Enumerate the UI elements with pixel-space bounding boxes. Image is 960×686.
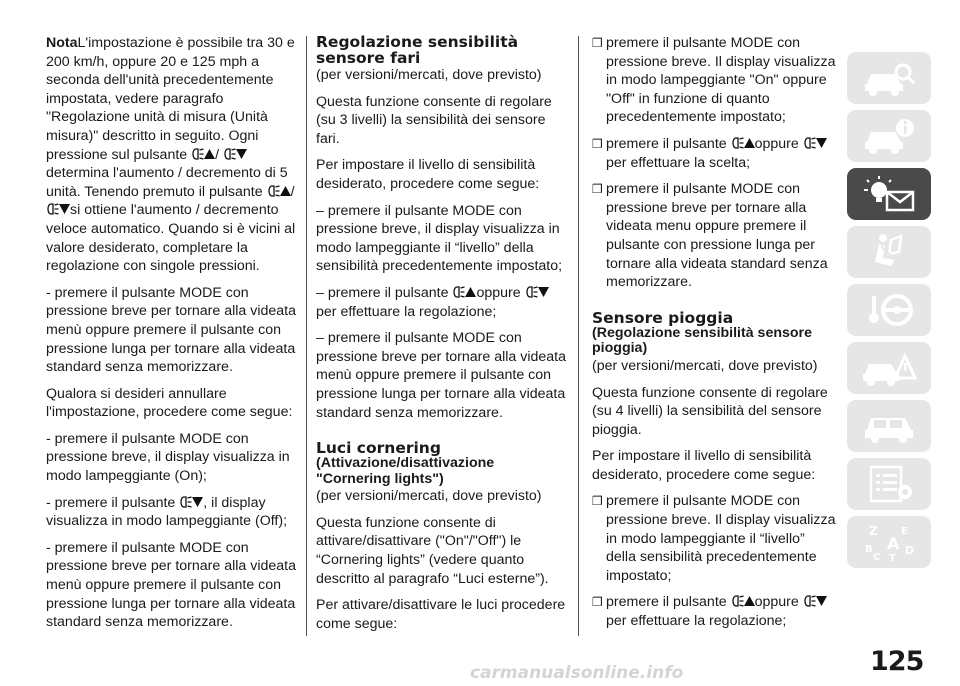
- paragraph: Per impostare il livello di sensibilità desiderato, procedere come segue:: [316, 157, 540, 192]
- watermark: carmanualsonline.info: [470, 663, 684, 683]
- section-subtitle: (per versioni/mercati, dove previsto): [316, 488, 542, 505]
- arrow-up-icon: [204, 149, 215, 159]
- paragraph: – premere il pulsante MODE con pressione breve, il display visualizza in modo lampeggiante il “livello” della sensibilità precedentemente impostato;: [316, 202, 563, 275]
- tab-seat-airbag[interactable]: [847, 226, 931, 278]
- section-heading: Luci cornering: [316, 439, 441, 458]
- seat-airbag-icon: [861, 232, 917, 272]
- arrow-up-icon: [280, 186, 291, 196]
- column-2: [316, 34, 566, 641]
- checkbox-bullet-icon: ❒: [592, 595, 603, 610]
- arrow-down-icon: [192, 497, 203, 507]
- paragraph: - premere il pulsante MODE con pressione breve per tornare alla videata menù oppure premere il pulsante con pressione lunga per tornare alla videata standard senza memorizzare.: [46, 284, 297, 376]
- tab-specs-list[interactable]: [847, 458, 931, 510]
- index-letter: D: [905, 544, 915, 557]
- warning-lights-icon: [861, 174, 917, 214]
- arrow-down-icon: [538, 287, 549, 297]
- alphabet-index-icon: [861, 522, 917, 562]
- bullet-item: ❒ premere il pulsante oppure per effettuare la scelta;: [592, 135, 838, 172]
- column-1: [46, 34, 296, 640]
- paragraph: Questa funzione consente di attivare/disattivare ("On"/"Off") le “Cornering lights” (vedere quanto descritto al paragrafo “Luci esterne”).: [316, 514, 549, 587]
- index-letter: E: [901, 526, 908, 537]
- section-subheading: (Attivazione/disattivazione "Cornering lights"): [316, 455, 495, 487]
- index-letter: Z: [869, 524, 878, 538]
- index-letter: B: [865, 544, 873, 555]
- tab-warning-lights[interactable]: [847, 168, 931, 220]
- section-subheading: (Regolazione sensibilità sensore pioggia): [592, 324, 812, 357]
- paragraph: – premere il pulsante MODE con pressione breve per tornare alla videata menù oppure premere il pulsante con pressione lunga per tornare alla videata standard senza memorizzare.: [316, 330, 567, 421]
- checkbox-bullet-icon: ❒: [592, 182, 603, 197]
- paragraph: - premere il pulsante MODE con pressione breve, il display visualizza in modo lampeggiante (On);: [46, 430, 290, 485]
- car-warning-triangle-icon: [861, 348, 917, 388]
- paragraph: Per attivare/disattivare le luci procedere come segue:: [316, 597, 566, 632]
- headlight-sensor-icon: [803, 137, 816, 149]
- arrow-down-icon: [236, 149, 247, 159]
- headlight-sensor-icon: [731, 137, 744, 149]
- index-letter: T: [889, 553, 896, 562]
- arrow-down-icon: [59, 204, 70, 214]
- note-label: Nota: [46, 35, 78, 51]
- headlight-sensor-icon: [731, 595, 744, 607]
- section-subtitle: (per versioni/mercati, dove previsto): [316, 67, 542, 83]
- headlight-sensor-icon: [179, 496, 192, 508]
- steering-key-icon: [861, 290, 917, 330]
- paragraph: Qualora si desideri annullare l'impostazione, procedere come segue:: [46, 385, 293, 421]
- headlight-sensor-icon: [452, 286, 465, 298]
- section-subtitle: (per versioni/mercati, dove previsto): [592, 357, 818, 374]
- paragraph: Questa funzione consente di regolare (su 4 livelli) la sensibilità del sensore pioggia.: [592, 384, 828, 438]
- car-search-icon: [861, 58, 917, 98]
- column-divider-2: [578, 36, 579, 636]
- arrow-down-icon: [816, 596, 827, 606]
- paragraph: - premere il pulsante , il display visualizza in modo lampeggiante (Off);: [46, 494, 288, 530]
- headlight-sensor-icon: [191, 148, 204, 160]
- headlight-sensor-icon: [525, 286, 538, 298]
- bullet-item: ❒ premere il pulsante oppure per effettuare la regolazione;: [592, 593, 838, 630]
- tab-car-info[interactable]: [847, 110, 931, 162]
- arrow-down-icon: [816, 138, 827, 148]
- section-heading: Regolazione sensibilità sensore fari: [316, 33, 519, 67]
- paragraph: Questa funzione consente di regolare (su 3 livelli) la sensibilità dei sensore fari.: [316, 93, 552, 147]
- checkbox-bullet-icon: ❒: [592, 136, 603, 151]
- tab-steering-key[interactable]: [847, 284, 931, 336]
- paragraph: Per impostare il livello di sensibilità desiderato, procedere come segue:: [592, 448, 816, 483]
- paragraph: - premere il pulsante MODE con pressione breve per tornare alla videata menù oppure premere il pulsante con pressione lunga per tornare alla videata standard senza memorizzare.: [46, 539, 297, 631]
- chapter-tabs: [847, 52, 931, 574]
- bullet-item: ❒ premere il pulsante MODE con pressione breve per tornare alla videata menu oppure premere il pulsante con pressione lunga per tornare alla videata standard senza memorizzare.: [592, 181, 828, 291]
- bullet-item: ❒ premere il pulsante MODE con pressione breve. Il display visualizza in modo lampeggiante "On" oppure "Off" in funzione di quanto precedentemente impostato;: [592, 35, 836, 126]
- arrow-up-icon: [744, 138, 755, 148]
- car-service-icon: [861, 406, 917, 446]
- arrow-up-icon: [465, 287, 476, 297]
- column-3: [592, 34, 838, 639]
- specs-list-icon: [861, 464, 917, 504]
- column-divider-1: [306, 36, 307, 636]
- tab-car-search[interactable]: [847, 52, 931, 104]
- note-paragraph: NotaL'impostazione è possibile tra 30 e 200 km/h, oppure 20 e 125 mph a seconda dell'unità precedentemente impostata, vedere paragrafo "Regolazione unità di misura (Unità misura)" descritto in seguito. Ogni pressione sul pulsante / determina l'aumento / decremento di 5 unità. Tenendo premuto il pulsante /si ottiene l'aumento / decremento veloce automatico. Quando si è vicini al valore desiderato, completare la regolazione con singole pressioni.: [46, 35, 296, 275]
- headlight-sensor-icon: [803, 595, 816, 607]
- tab-alphabet-index[interactable]: [847, 516, 931, 568]
- headlight-sensor-icon: [46, 203, 59, 215]
- checkbox-bullet-icon: ❒: [592, 36, 603, 50]
- index-letter: A: [887, 534, 900, 553]
- car-info-icon: [861, 116, 917, 156]
- headlight-sensor-icon: [223, 148, 236, 160]
- tab-car-service[interactable]: [847, 400, 931, 452]
- page-number: 125: [870, 646, 924, 677]
- headlight-sensor-icon: [267, 185, 280, 197]
- paragraph: – premere il pulsante oppure per effettuare la regolazione;: [316, 284, 566, 321]
- bullet-item: ❒ premere il pulsante MODE con pressione breve. Il display visualizza in modo lampeggiante il “livello” della sensibilità precedentemente impostato;: [592, 493, 836, 584]
- checkbox-bullet-icon: ❒: [592, 494, 603, 509]
- arrow-up-icon: [744, 596, 755, 606]
- tab-car-warning-triangle[interactable]: [847, 342, 931, 394]
- section-heading: Sensore pioggia: [592, 308, 734, 327]
- index-letter: C: [873, 552, 881, 562]
